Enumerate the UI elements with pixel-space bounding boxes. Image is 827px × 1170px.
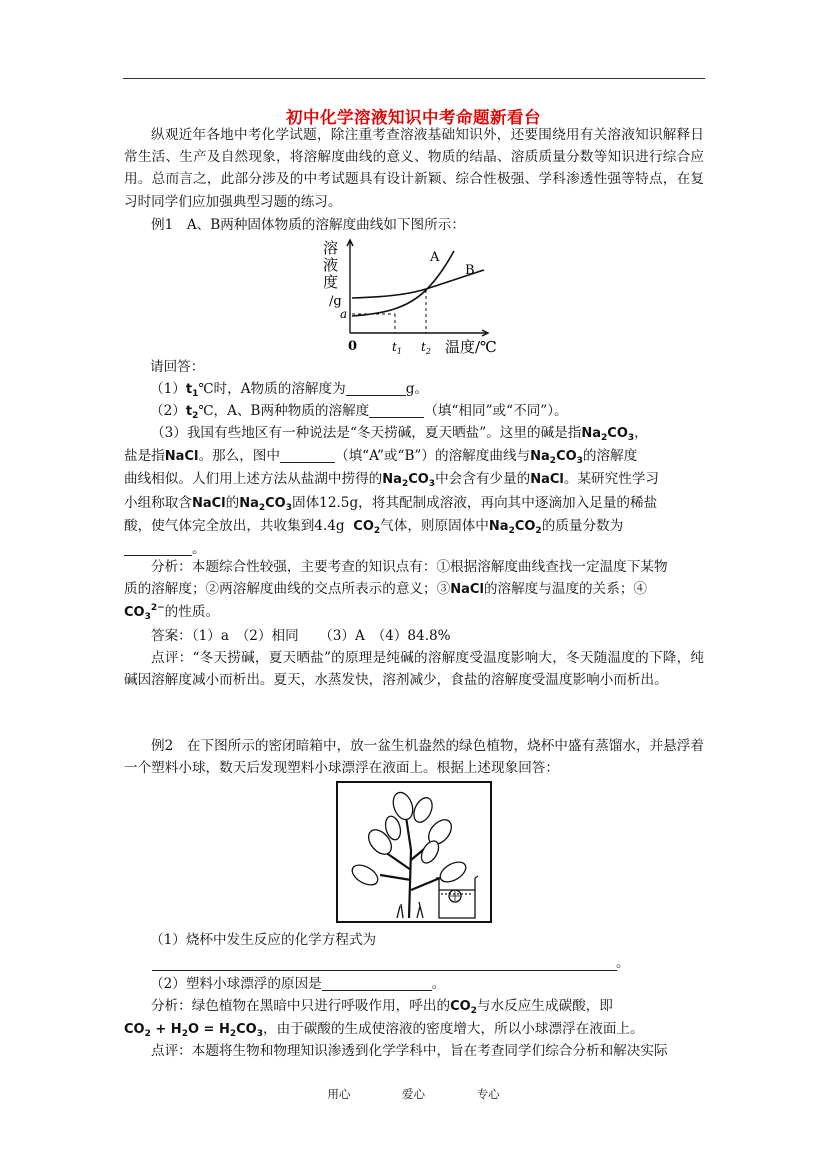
y-label-char-1: 溶 [323, 239, 339, 257]
answer-blank-float-reason[interactable] [322, 976, 432, 991]
nacl-formula: NaCl [450, 582, 484, 598]
origin-label: 0 [348, 339, 358, 354]
na2co3-formula: $Na_2CO_3$ [581, 426, 635, 443]
intro-paragraph: 纵观近年各地中考化学试题，除注重考查溶液基础知识外，还要围绕用有关溶液知识解释日常生活、生产及自然现象，将溶解度曲线的意义、物质的结晶、溶质质量分数等知识进行综合应用。总而言之，此部分涉及的中考试题具有设计新颖、综合性极强、学科渗透性强等特点，在复习时同学们应加强典型习题的练习。 [124, 127, 704, 210]
co2-formula: $CO_2$ [450, 999, 477, 1016]
answer-line-equation[interactable] [152, 953, 617, 972]
t2-tick-label: t [421, 340, 426, 354]
carbonic-acid-equation: $CO_2 + H_2O = H_2CO_3$ [124, 1022, 263, 1040]
co3-ion-formula: $CO_3^{2-}$ [124, 603, 165, 623]
please-answer: 请回答： [150, 359, 205, 375]
svg-text:t1 [392, 340, 402, 356]
beaker-icon [436, 876, 478, 918]
example1-lead: 例1 A、B两种固体物质的溶解度曲线如下图所示： [151, 217, 465, 233]
t2-tick-sub: 2 [425, 347, 431, 356]
plant-icon [349, 790, 469, 918]
t1-tick-label: t [392, 340, 397, 354]
example1-comment: 点评：“冬天捞碱，夏天晒盐”的原理是纯碱的溶解度受温度影响大，冬天随温度的下降，纯碱因溶解度减小而析出。夏天，水蒸发快，溶剂减少，食盐的溶解度受温度影响小而析出。 [124, 650, 704, 689]
svg-text:t2 [421, 340, 431, 356]
answer-blank-3[interactable] [280, 448, 335, 463]
footer-item-1: 用心 [327, 1087, 351, 1101]
na2co3-formula: $Na_2CO_3$ [382, 472, 436, 490]
example2-comment: 点评：本题将生物和物理知识渗透到化学学科中，旨在考查同学们综合分析和解决实际 [151, 1043, 668, 1059]
t1-symbol: $t_1$ [185, 382, 199, 399]
y-unit-label: /g [329, 294, 342, 309]
nacl-formula: NaCl [164, 449, 199, 465]
header-rule [123, 78, 705, 79]
na2co3-formula: $Na_2CO_2$ [488, 518, 542, 536]
nacl-formula: NaCl [530, 472, 564, 488]
q2-number: （2） [150, 403, 186, 419]
q1-period: 。 [616, 955, 630, 971]
question-3: （3）我国有些地区有一种说法是“冬天捞碱，夏天晒盐”。这里的碱是指$Na_2CO_3$， 盐是指NaCl。那么，图中 （填“A”或“B”）的溶解度曲线与$Na_2CO_3$的溶解度 曲线相似。人们用上述方法从盐湖中捞得的$Na_2CO_3$中会含有少量的NaCl。某研究性学习 小组称取含NaCl的$Na_2CO_3$固体12.5g，将其配制成溶液，再向其中逐滴加入足量的稀盐 酸，使气体完全放出，共收集到4.4g $CO_2$气体，则原固体中$Na_2CO_2$的质量分数为 。 [124, 425, 660, 558]
footer-item-2: 爱心 [402, 1087, 425, 1101]
example1-analysis: 分析：本题综合性较强，主要考查的知识点有：①根据溶解度曲线查找一定温度下某物 质的溶解度；②两溶解度曲线的交点所表示的意义；③NaCl的溶解度与温度的关系；④ $CO_3^{2-}$的性质。 [124, 559, 668, 623]
q1-unit: g。 [405, 381, 428, 397]
example2-analysis: 分析：绿色植物在黑暗中只进行呼吸作用，呼出的$CO_2$与水反应生成碳酸，即 $CO_2 + H_2O = H_2CO_3$，由于碳酸的生成使溶液的密度增大，所以小球漂浮在液面上。 [124, 998, 644, 1040]
answer-blank-4[interactable] [124, 541, 192, 556]
q2-hint: （填“相同”或“不同”）。 [424, 403, 568, 419]
dark-box-plant-figure [335, 780, 493, 926]
question-1 [150, 378, 705, 401]
a-tick-label: a [340, 307, 348, 321]
na2co3-formula: $Na_2CO_3$ [530, 449, 583, 467]
y-label-char-2: 液 [323, 256, 339, 274]
nacl-formula: NaCl [191, 495, 226, 511]
q2-text: ℃，A、B两种物质的溶解度 [198, 403, 370, 419]
example2-question-2: （2）塑料小球漂浮的原因是 。 [150, 976, 446, 992]
graph-axes [347, 240, 488, 336]
solubility-curve-graph [312, 237, 517, 362]
answer-blank-2[interactable] [369, 403, 424, 418]
page-title: 初中化学溶液知识中考命题新看台 [286, 108, 541, 127]
curve-a-label: A [430, 250, 440, 265]
y-label-char-3: 度 [323, 273, 339, 291]
example2-lead: 例2 在下图所示的密闭暗箱中，放一盆生机盎然的绿色植物，烧杯中盛有蒸馏水，并悬浮着一个塑料小球，数天后发现塑料小球漂浮在液面上。根据上述现象回答： [124, 738, 704, 777]
answer-blank-1[interactable] [346, 381, 406, 396]
example1-answer: 答案：（1）a （2）相同 （3）A （4）84.8% [151, 628, 451, 644]
closed-box-outline [337, 782, 491, 922]
x-axis-label: 温度/℃ [445, 338, 497, 356]
question-2 [150, 400, 705, 423]
footer-item-3: 专心 [476, 1087, 500, 1101]
co2-formula: $CO_2$ [353, 518, 381, 536]
q1-number: （1） [150, 381, 186, 397]
na2co3-formula: $Na_2CO_3$ [239, 495, 292, 513]
t1-tick-sub: 1 [396, 347, 402, 356]
q1-text: ℃时，A物质的溶解度为 [198, 381, 346, 397]
t2-symbol: $t_2$ [185, 404, 199, 421]
curve-b-label: B [465, 263, 475, 278]
page-footer [0, 1086, 827, 1102]
example2-question-1: （1）烧杯中发生反应的化学方程式为 [150, 932, 377, 948]
